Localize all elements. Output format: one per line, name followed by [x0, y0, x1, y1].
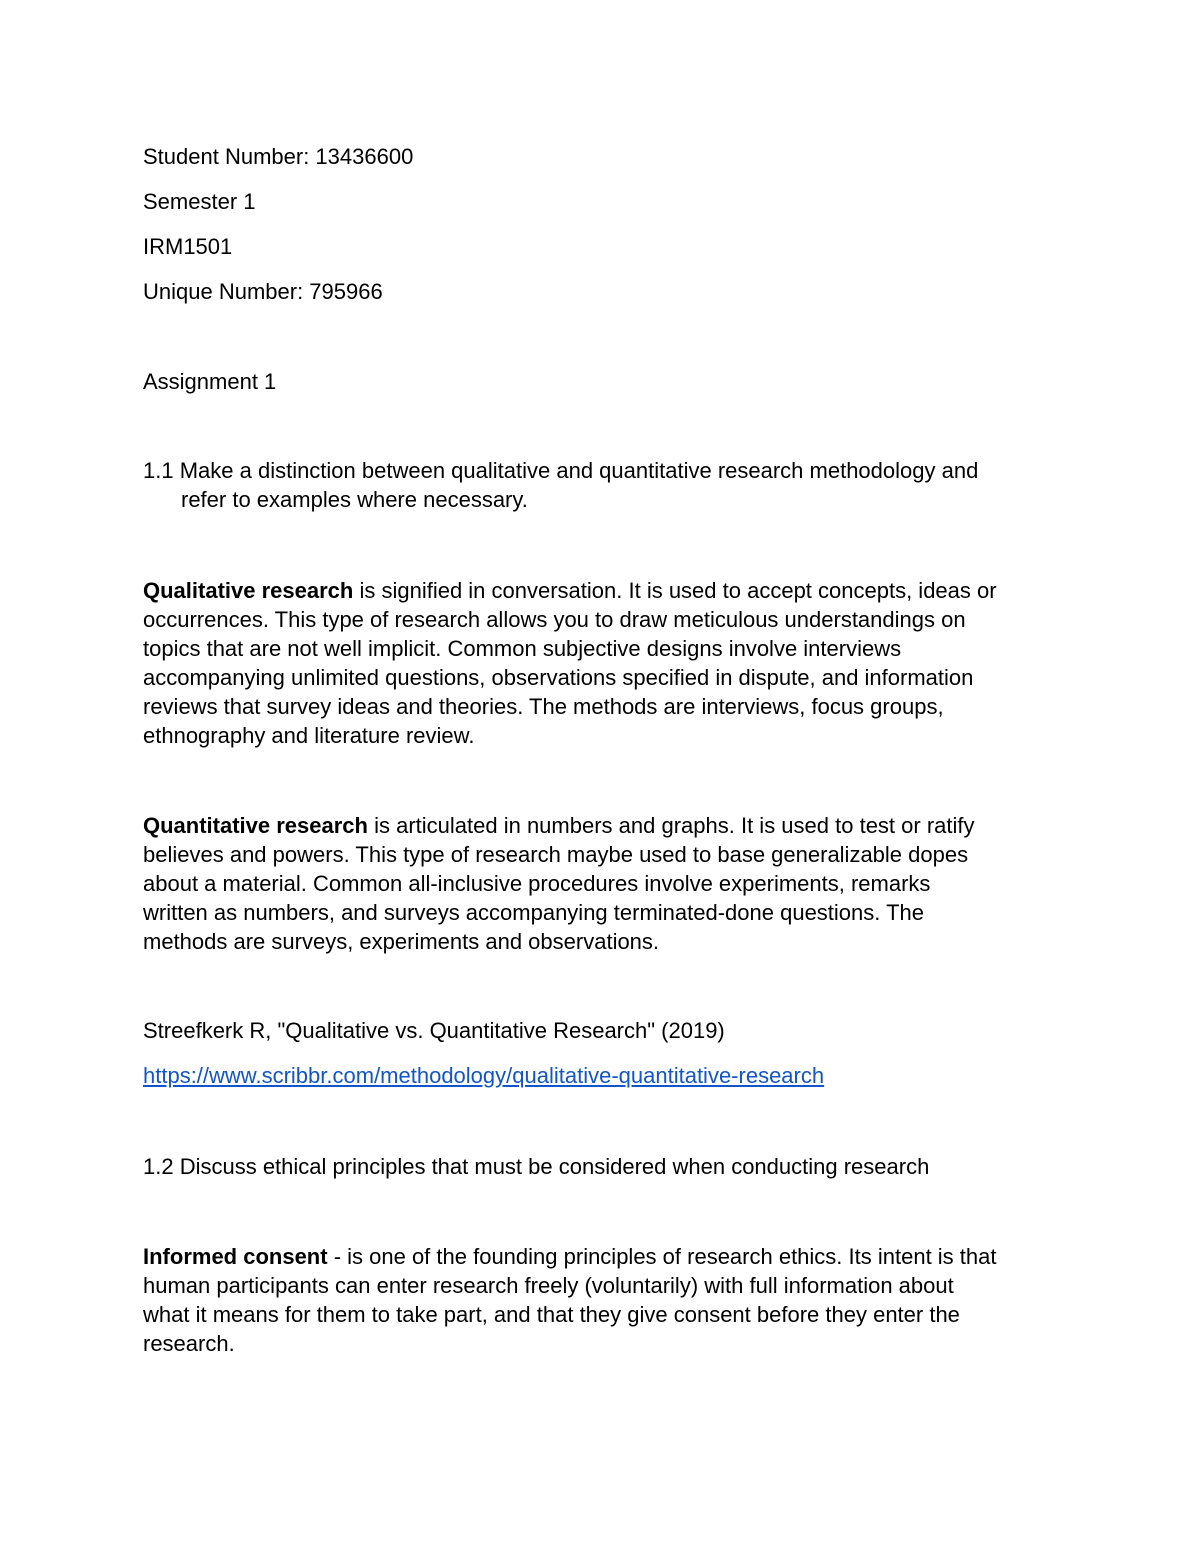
qualitative-line-5: reviews that survey ideas and theories. The methods are interviews, focus groups, — [143, 694, 944, 719]
reference-citation: Streefkerk R, "Qualitative vs. Quantitative Research" (2019) — [143, 1018, 725, 1043]
informed-consent-line-2: human participants can enter research freely (voluntarily) with full information about — [143, 1273, 954, 1298]
module-code: IRM1501 — [143, 234, 233, 259]
quantitative-term: Quantitative research — [143, 813, 368, 838]
assignment-title: Assignment 1 — [143, 369, 277, 394]
question-1-2: 1.2 Discuss ethical principles that must be considered when conducting research — [143, 1154, 930, 1179]
qualitative-line-6: ethnography and literature review. — [143, 723, 475, 748]
qualitative-paragraph — [143, 576, 1073, 750]
informed-consent-term: Informed consent — [143, 1244, 328, 1269]
question-1-1-line-2: refer to examples where necessary. — [181, 487, 528, 512]
informed-consent-line-4: research. — [143, 1331, 235, 1356]
informed-consent-line-3: what it means for them to take part, and that they give consent before they enter the — [143, 1302, 960, 1327]
quantitative-line-1: Quantitative research is articulated in numbers and graphs. It is used to test or ratify — [143, 813, 975, 838]
informed-consent-paragraph — [143, 1242, 1073, 1358]
reference-link[interactable]: https://www.scribbr.com/methodology/qualitative-quantitative-research — [143, 1063, 825, 1088]
quantitative-paragraph — [143, 811, 1073, 956]
qualitative-line-1: Qualitative research is signified in conversation. It is used to accept concepts, ideas or — [143, 578, 997, 603]
quantitative-line-3: about a material. Common all-inclusive procedures involve experiments, remarks — [143, 871, 931, 896]
quantitative-line-5: methods are surveys, experiments and observations. — [143, 929, 660, 954]
semester: Semester 1 — [143, 189, 256, 214]
qualitative-line-2: occurrences. This type of research allows you to draw meticulous understandings on — [143, 607, 966, 632]
qualitative-term: Qualitative research — [143, 578, 354, 603]
quantitative-line-2: believes and powers. This type of research maybe used to base generalizable dopes — [143, 842, 969, 867]
reference-link-line — [143, 1061, 824, 1090]
qualitative-line-4: accompanying unlimited questions, observations specified in dispute, and information — [143, 665, 974, 690]
informed-consent-line-1: Informed consent - is one of the founding principles of research ethics. Its intent is that — [143, 1244, 997, 1269]
student-number: Student Number: 13436600 — [143, 144, 414, 169]
question-1-1-line-1: 1.1 Make a distinction between qualitative and quantitative research methodology and — [143, 458, 979, 483]
unique-number: Unique Number: 795966 — [143, 279, 383, 304]
quantitative-line-4: written as numbers, and surveys accompanying terminated-done questions. The — [143, 900, 925, 925]
qualitative-line-3: topics that are not well implicit. Common subjective designs involve interviews — [143, 636, 902, 661]
